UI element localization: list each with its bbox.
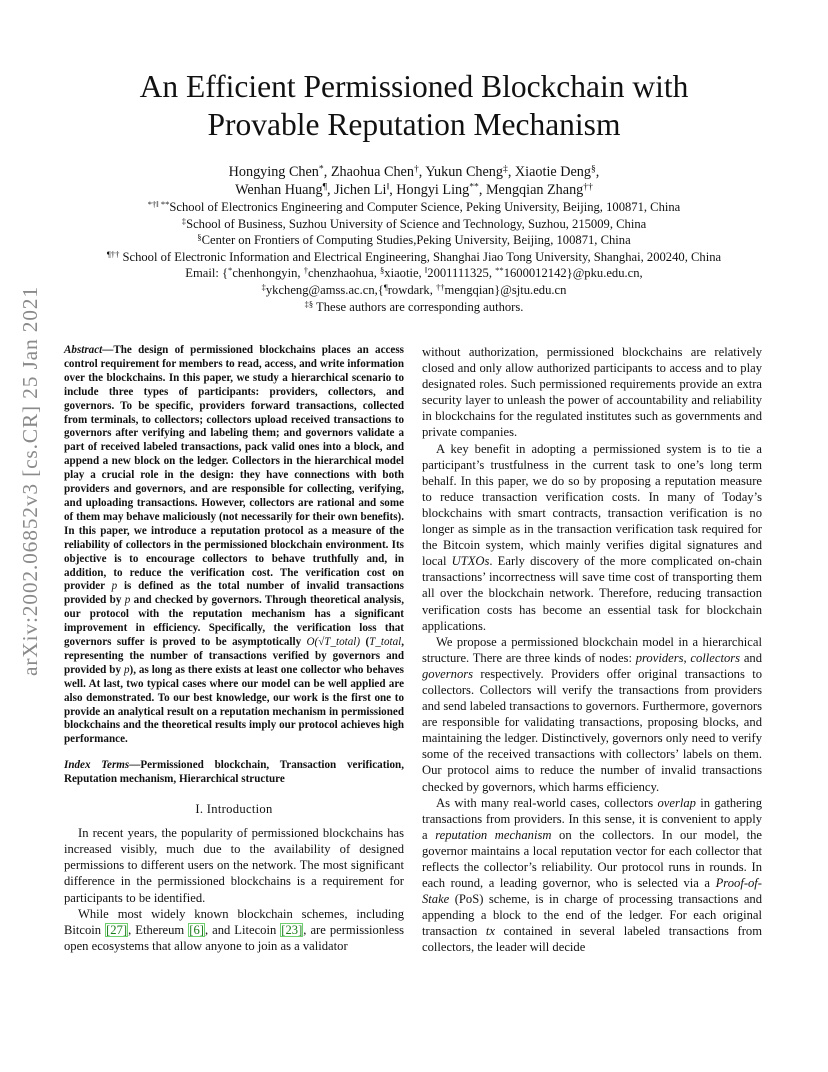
body-paragraph: without authorization, permissioned blockchains are relatively closed and only allow authorized participants to access and to play designated roles. Such permissioned requirements provide an extra security layer to unleash the power of accountability and reliability in blockchains for the regulated institutes such as governments and private companies. [422, 345, 762, 440]
author-mark: ** [469, 181, 479, 193]
email-line-1: Email: {*chenhongyin, †chenzhaohua, §xiaotie, ‖2001111325, **1600012142}@pku.edu.cn, [185, 265, 643, 281]
author-mark: †† [583, 181, 593, 193]
author-name: Xiaotie Deng [514, 164, 591, 180]
body-paragraph: As with many real-world cases, collectors overlap in gathering transactions from providers. In this sense, it is convenient to apply a reputation mechanism on the collectors. In our model, the governor maintains a local reputation vector for each collector that reflects the collector’s reliability. Our protocol runs in rounds. In each round, a leading governor, who is selected via a Proof-of-Stake (PoS) scheme, is in charge of processing transactions and appending a block to the end of the ledger. For each original transaction tx contained in several labeled transactions from collectors, the leader will decide [422, 795, 762, 955]
email-line-2: ‡ykcheng@amss.ac.cn,{¶rowdark, ††mengqian}@sjtu.edu.cn [261, 282, 567, 297]
author-mark: † [413, 163, 419, 175]
body-paragraph: A key benefit in adopting a permissioned system is to tie a participant’s trustfulness in the current task to one’s long term behalf. In this paper, we do so by proposing a reputation measure to reduce transaction verification costs. In many of Today’s blockchains with smart contracts, transaction verification is no longer as simple as in the transaction verification task required for the Bitcoin system, which mainly verifies digital signatures and local UTXOs. Early discovery of the more complicated on-chain transactions’ incorrectness will save time cost of transporting them all over the blockchain network. Therefore, reducing transaction verification costs has become an essential task for blockchain applications. [422, 441, 763, 633]
math-p: p [111, 580, 118, 593]
corresponding-note: ‡§ These authors are corresponding authors. [304, 298, 524, 314]
author-mark: § [590, 163, 596, 175]
author-line-2: Wenhan Huang¶, Jichen Li‖, Hongyi Ling**, Mengqian Zhang†† [235, 181, 593, 198]
math-complexity: O(√T_total) [306, 636, 361, 649]
left-column [64, 344, 404, 954]
abstract: Abstract—The design of permissioned blockchains places an access control requirement for members to read, access, and write information over the blockchains. In this paper, we study a hierarchical scenario to include three types of participants: providers, collectors, and governors. To be specific, providers forward transactions, collected from terminals, to collectors; collectors upload received transactions to governors after verifying and labeling them; and governors validate a part of received labeled transactions, pack valid ones into a block, and append a new block on the ledger. Collectors in the hierarchical model play a crucial role in the design: they have connections with both providers and governors, and are responsible for collecting, verifying, and uploading transactions. However, collectors are rational and some of them may behave maliciously (not necessarily for their own benefits). In this paper, we introduce a reputation protocol as a measure of the reliability of collectors in the permissioned blockchain environment. Its objective is to encourage collectors to behave truthfully and, in addition, to reduce the verification cost. The verification cost on provider p is defined as the total number of invalid transactions provided by p and checked by governors. Through theoretical analysis, our protocol with the reputation mechanism has a significant improvement in efficiency. Specifically, the verification loss that governors suffer is proved to be asymptotically O(√T_total) (T_total, representing the number of transactions verified by governors and provided by p), as long as there exists at least one collector who behaves well. At last, two typical cases where our model can be well applied are also demonstrated. To our best knowledge, our work is the first one to provide an analytical result on a reputation mechanism in permissioned blockchains and the theoretical results imply our protocol achieves high performance. [64, 344, 404, 746]
author-name: Jichen Li [334, 182, 387, 198]
math-p: p [123, 663, 130, 676]
citation-link[interactable]: [6] [189, 922, 204, 937]
author-block [60, 163, 768, 315]
author-mark: ‖ [386, 181, 390, 193]
abstract-lead: Abstract [64, 344, 103, 356]
title-line-1: An Efficient Permissioned Blockchain with [139, 69, 689, 104]
author-name: Zhaohua Chen [330, 164, 414, 180]
citation-link[interactable]: [23] [281, 922, 303, 937]
author-mark: ‡ [503, 163, 508, 175]
affiliation-line: *†‖ **School of Electronics Engineering and Computer Science, Peking University, Beijing, 100871, China [147, 199, 681, 214]
author-mark: * [318, 163, 324, 175]
body-paragraph: We propose a permissioned blockchain model in a hierarchical structure. There are three kinds of nodes: providers, collectors and governors respectively. Providers offer original transactions to collectors. Collectors will verify the transactions from providers and send labeled transactions to governors. Furthermore, governors are responsible for validating transactions, proposing blocks, and maintaining the ledger. Distinctively, governors only need to verify some of the received transactions with collectors’ labels on them. Our protocol aims to reduce the number of invalid transactions checked by governors, which harms efficiency. [422, 634, 762, 794]
author-name: Wenhan Huang [235, 182, 323, 198]
citation-link[interactable]: [27] [106, 922, 128, 937]
author-mark: ¶ [322, 181, 327, 193]
affiliation-line: ‡School of Business, Suzhou University of Science and Technology, Suzhou, 215009, China [181, 215, 647, 231]
intro-paragraph-1: In recent years, the popularity of permissioned blockchains has increased visibly, much due to the availability of designed permissions to different users on the network. The most significant difference in the permissioned blockchains is a requirement for participants to be identified. [64, 826, 404, 905]
math-p: p [124, 594, 131, 607]
author-name: Hongying Chen [228, 164, 319, 180]
intro-paragraph-2: While most widely known blockchain schemes, including Bitcoin [27], Ethereum [6], and Litecoin [23], are permissionless open ecosystems that allow anyone to join as a validator [64, 906, 405, 953]
author-name: Hongyi Ling [396, 182, 470, 198]
index-terms-lead: Index Terms [64, 759, 130, 772]
math-utxo: UTXOs [451, 554, 490, 569]
author-name: Yukun Cheng [425, 164, 503, 180]
math-t-total: T_total [369, 636, 402, 649]
paper-title [60, 68, 768, 144]
right-column [422, 344, 762, 956]
section-heading-introduction: I. Introduction [195, 802, 273, 817]
arxiv-identifier: arXiv:2002.06852v3 [cs.CR] 25 Jan 2021 [18, 286, 42, 676]
affiliation-line: §Center on Frontiers of Computing Studies,Peking University, Beijing, 100871, China [197, 232, 631, 248]
affiliation-line: ¶†† School of Electronic Information and Electrical Engineering, Shanghai Jiao Tong University, Shanghai, 200240, China [106, 248, 722, 264]
index-terms: Index Terms—Permissioned blockchain, Transaction verification, Reputation mechanism, Hierarchical structure [64, 759, 404, 786]
author-line-1: Hongying Chen*, Zhaohua Chen†, Yukun Cheng‡, Xiaotie Deng§, [228, 163, 600, 180]
math-tx: tx [485, 924, 495, 939]
author-name: Mengqian Zhang [485, 182, 584, 198]
title-line-2: Provable Reputation Mechanism [207, 107, 621, 142]
